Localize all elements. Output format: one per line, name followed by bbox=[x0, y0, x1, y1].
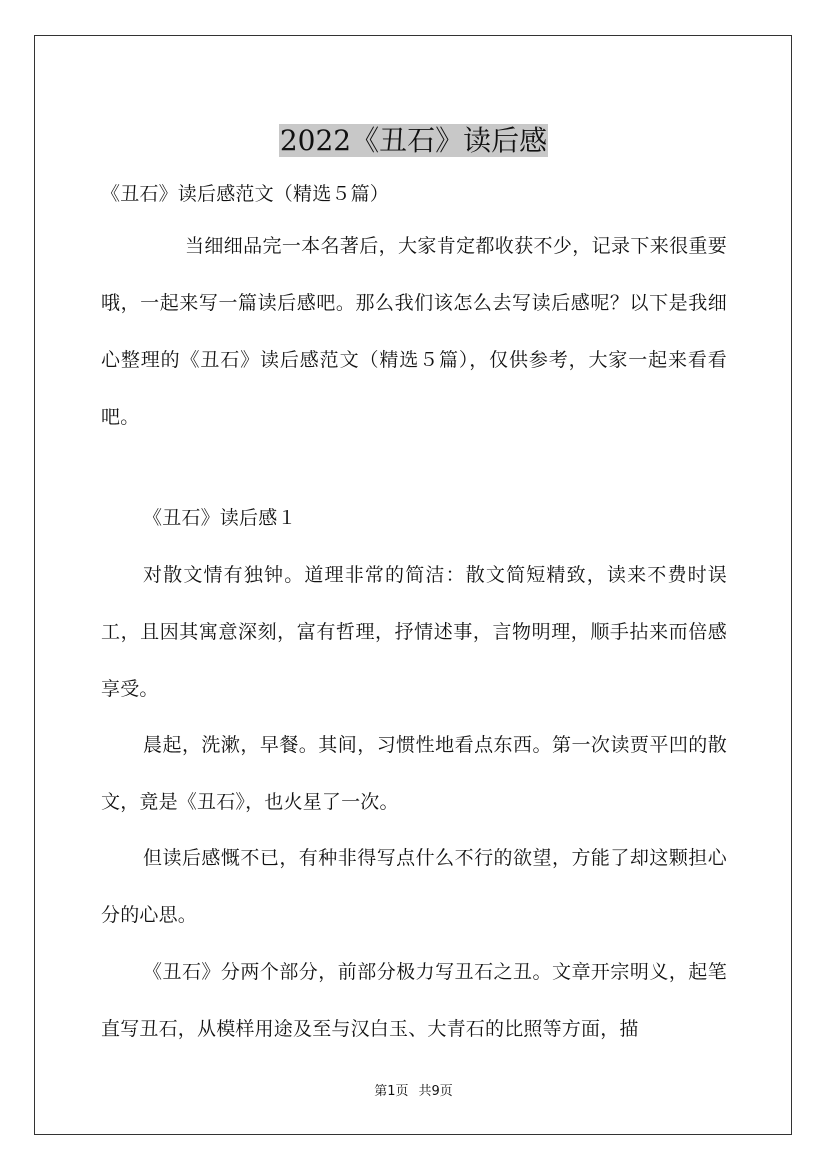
page-total: 共9页 bbox=[418, 1084, 453, 1099]
page-number: 第1页 bbox=[374, 1084, 409, 1099]
document-title-text: 2022《丑石》读后感 bbox=[279, 123, 548, 157]
body-paragraph: 对散文情有独钟。道理非常的简洁：散文简短精致，读来不费时误工，且因其寓意深刻，富有哲理，抒情述事，言物明理，顺手拈来而倍感享受。 bbox=[101, 564, 727, 700]
intro-paragraph: 当细细品完一本名著后，大家肯定都收获不少，记录下来很重要哦，一起来写一篇读后感吧。那么我们该怎么去写读后感呢？以下是我细心整理的《丑石》读后感范文（精选５篇），仅供参考，大家一起来看看吧。 bbox=[101, 235, 727, 428]
body-paragraph: 但读后感慨不已，有种非得写点什么不行的欲望，方能了却这颗担心分的心思。 bbox=[101, 847, 727, 926]
document-subtitle: 《丑石》读后感范文（精选５篇） bbox=[101, 183, 390, 205]
body-paragraph: 晨起，洗漱，早餐。其间，习惯性地看点东西。第一次读贾平凹的散文，竟是《丑石》，也火星了一次。 bbox=[101, 734, 727, 813]
section-heading: 《丑石》读后感１ bbox=[143, 507, 297, 529]
body-paragraph: 《丑石》分两个部分，前部分极力写丑石之丑。文章开宗明义，起笔直写丑石，从模样用途及至与汉白玉、大青石的比照等方面，描 bbox=[101, 961, 727, 1040]
document-title bbox=[0, 120, 827, 162]
page-footer bbox=[0, 1082, 827, 1102]
